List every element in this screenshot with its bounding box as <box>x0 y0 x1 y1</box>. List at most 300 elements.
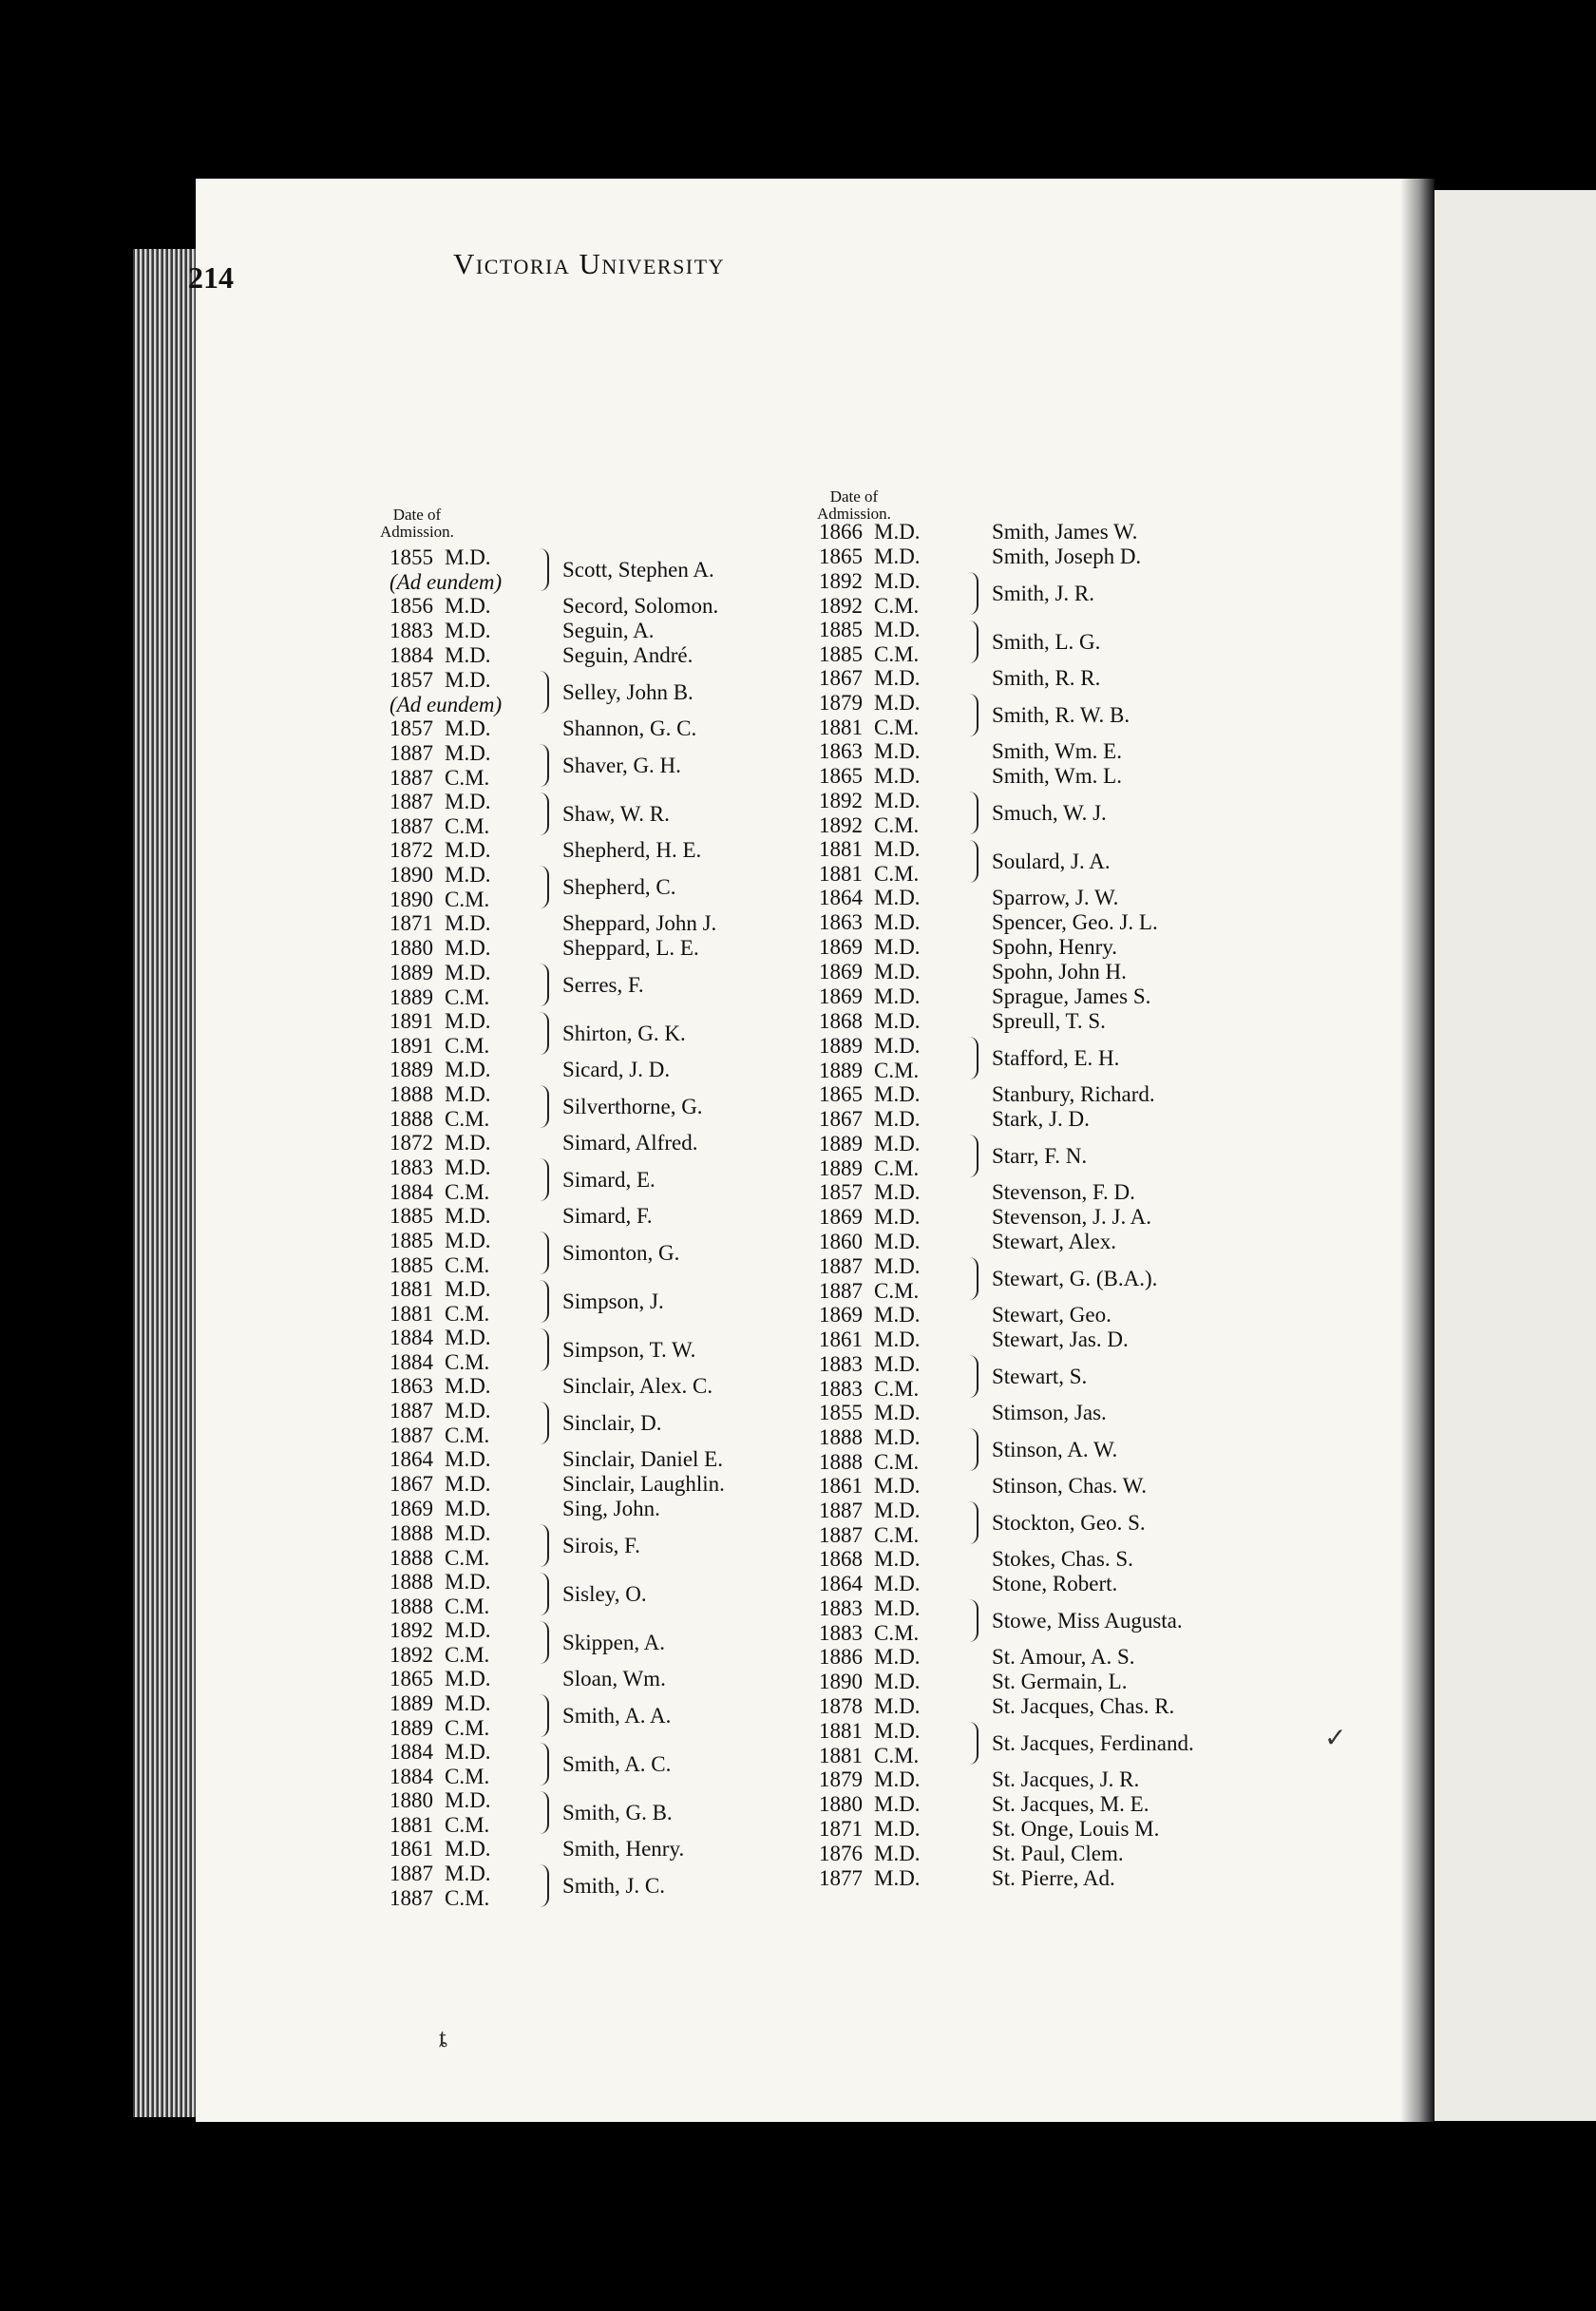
admission-year: 1892 <box>819 569 863 593</box>
admission-line <box>390 1082 538 1107</box>
graduate-name: Shirton, G. K. <box>562 1021 686 1045</box>
degree: M.D. <box>874 1572 921 1596</box>
admission-entry <box>819 1792 1351 1817</box>
degree: M.D. <box>874 1767 921 1792</box>
degree: M.D. <box>874 886 921 910</box>
admission-line <box>819 1082 967 1107</box>
admission-year: 1884 <box>390 1764 433 1788</box>
graduate-name: St. Paul, Clem. <box>992 1842 1124 1865</box>
admission-year: 1884 <box>390 1326 433 1349</box>
admission-line <box>390 1740 538 1765</box>
admission-dates <box>819 618 967 666</box>
admission-year: 1869 <box>819 1205 863 1230</box>
admission-line <box>819 1450 967 1475</box>
graduate-name: Smith, R. W. B. <box>992 702 1130 727</box>
graduate-name: St. Pierre, Ad. <box>992 1866 1115 1890</box>
degree: M.D. <box>874 739 921 764</box>
grouping-brace <box>540 1232 549 1274</box>
admission-line <box>390 1423 538 1448</box>
degree: M.D. <box>445 1618 491 1642</box>
admission-year: 1867 <box>819 1107 863 1132</box>
admission-line <box>390 1765 538 1789</box>
admission-year: 1864 <box>390 1447 433 1472</box>
admission-year: 1869 <box>819 1303 863 1327</box>
graduate-name: Stimson, Jas. <box>992 1401 1107 1424</box>
admission-year: 1881 <box>819 1743 863 1767</box>
grouping-brace <box>540 671 549 714</box>
graduate-name: Stewart, G. (B.A.). <box>992 1266 1158 1290</box>
admission-line <box>390 1156 538 1180</box>
grouping-brace <box>540 1791 549 1834</box>
degree: M.D. <box>874 1596 921 1620</box>
admission-line <box>819 1327 967 1352</box>
admission-year: 1883 <box>819 1352 863 1376</box>
admission-year: 1865 <box>819 544 863 569</box>
admission-entry <box>819 1817 1351 1842</box>
admission-dates <box>819 1303 967 1327</box>
degree: M.D. <box>874 960 921 984</box>
admission-year: 1857 <box>819 1180 863 1205</box>
degree: M.D. <box>874 764 921 789</box>
admission-line <box>390 1570 538 1595</box>
admission-line <box>819 960 967 984</box>
admission-line <box>390 1813 538 1838</box>
degree: M.D. <box>445 668 491 692</box>
admission-year: 1889 <box>819 1132 863 1156</box>
graduate-name: Sing, John. <box>562 1497 660 1520</box>
admission-entry <box>819 1670 1351 1694</box>
right-entries-column <box>819 520 1351 1891</box>
admission-year: 1888 <box>390 1545 433 1570</box>
admission-line <box>390 594 538 619</box>
degree: C.M. <box>874 1278 920 1303</box>
degree: C.M. <box>445 1812 490 1837</box>
admission-line <box>390 693 538 717</box>
degree: M.D. <box>874 1670 921 1694</box>
admission-entry <box>819 1254 1351 1303</box>
degree: M.D. <box>445 1788 491 1812</box>
degree: M.D. <box>874 1254 921 1278</box>
degree: C.M. <box>874 1156 920 1180</box>
degree: C.M. <box>445 813 490 838</box>
header-line: Date of <box>829 487 879 506</box>
ad-eundem-note: (Ad eundem) <box>390 692 503 716</box>
grouping-brace <box>969 1135 978 1177</box>
admission-dates <box>819 1401 967 1425</box>
grouping-brace <box>540 744 549 787</box>
admission-line <box>390 1546 538 1571</box>
admission-dates <box>819 1670 967 1694</box>
degree: C.M. <box>874 715 920 739</box>
graduate-name: Smith, Wm. L. <box>992 764 1122 788</box>
admission-year: 1884 <box>390 643 433 668</box>
degree: C.M. <box>445 1179 490 1204</box>
degree: C.M. <box>445 1033 490 1058</box>
admission-dates <box>819 1230 967 1254</box>
admission-year: 1863 <box>819 910 863 935</box>
admission-year: 1883 <box>819 1376 863 1401</box>
admission-line <box>819 1474 967 1499</box>
grouping-brace <box>969 792 978 834</box>
grouping-brace <box>540 866 549 908</box>
grouping-brace <box>969 621 978 663</box>
degree: C.M. <box>445 887 490 911</box>
degree: M.D. <box>445 1472 491 1497</box>
degree: M.D. <box>874 1866 921 1891</box>
admission-line <box>390 1034 538 1059</box>
admission-line <box>819 544 967 569</box>
admission-year: 1883 <box>390 1156 433 1179</box>
admission-line <box>819 1107 967 1132</box>
degree: C.M. <box>445 1106 490 1131</box>
admission-year: 1887 <box>390 765 433 790</box>
admission-dates <box>390 1447 538 1472</box>
admission-line <box>390 570 538 595</box>
admission-line <box>819 1694 967 1719</box>
graduate-name: Smith, Henry. <box>562 1837 685 1861</box>
admission-line <box>390 643 538 668</box>
admission-entry <box>819 691 1351 739</box>
admission-line <box>819 691 967 716</box>
admission-entry <box>819 984 1351 1009</box>
admission-year: 1888 <box>819 1449 863 1474</box>
admission-entry <box>819 1082 1351 1107</box>
admission-entry <box>819 1719 1351 1767</box>
admission-year: 1885 <box>390 1229 433 1252</box>
admission-line <box>390 1497 538 1521</box>
admission-year: 1883 <box>819 1620 863 1645</box>
admission-entry <box>819 1107 1351 1132</box>
degree: M.D. <box>874 1547 921 1572</box>
admission-year: 1855 <box>819 1401 863 1425</box>
admission-dates <box>819 1719 967 1767</box>
grouping-brace <box>969 1599 978 1642</box>
graduate-name: Starr, F. N. <box>992 1143 1088 1168</box>
grouping-brace <box>540 1012 549 1055</box>
graduate-name: Stockton, Geo. S. <box>992 1510 1146 1535</box>
admission-dates <box>819 520 967 544</box>
admission-dates <box>819 886 967 910</box>
degree: C.M. <box>445 1252 490 1277</box>
admission-line <box>390 619 538 643</box>
admission-dates <box>819 789 967 837</box>
graduate-name: Sparrow, J. W. <box>992 886 1119 909</box>
admission-year: 1888 <box>390 1106 433 1131</box>
admission-line <box>390 1229 538 1253</box>
admission-line <box>390 1618 538 1643</box>
degree: M.D. <box>874 1425 921 1449</box>
admission-dates <box>819 1352 967 1401</box>
header-line: Admission. <box>380 523 454 541</box>
admission-dates <box>819 984 967 1009</box>
admission-dates <box>390 790 538 838</box>
admission-line <box>390 1716 538 1741</box>
admission-entry <box>819 1499 1351 1547</box>
graduate-name: Sheppard, John J. <box>562 911 717 935</box>
graduate-name: Shannon, G. C. <box>562 716 697 740</box>
admission-year: 1855 <box>390 545 433 569</box>
admission-line <box>819 569 967 594</box>
admission-dates <box>819 1009 967 1034</box>
admission-line <box>390 1302 538 1327</box>
degree: C.M. <box>874 641 920 666</box>
degree: C.M. <box>874 1449 920 1474</box>
graduate-name: Smith, James W. <box>992 520 1138 544</box>
admission-line <box>390 911 538 936</box>
graduate-name: Smuch, W. J. <box>992 800 1107 825</box>
graduate-name: St. Jacques, Ferdinand. <box>992 1730 1194 1755</box>
graduate-name: Shaw, W. R. <box>562 801 670 826</box>
admission-year: 1887 <box>390 790 433 813</box>
admission-year: 1891 <box>390 1009 433 1033</box>
pencil-tick-mark: ✓ <box>1324 1724 1347 1753</box>
admission-year: 1887 <box>819 1254 863 1278</box>
degree: M.D. <box>445 838 491 863</box>
admission-year: 1881 <box>819 715 863 739</box>
degree: M.D. <box>874 1719 921 1743</box>
admission-entry <box>819 1303 1351 1327</box>
degree: M.D. <box>445 1204 491 1229</box>
grouping-brace <box>540 1864 549 1907</box>
admission-line <box>819 1572 967 1596</box>
degree: C.M. <box>445 1423 490 1447</box>
admission-entry <box>819 1866 1351 1891</box>
admission-entry <box>819 1425 1351 1474</box>
admission-year: 1876 <box>819 1842 863 1866</box>
graduate-name: Soulard, J. A. <box>992 849 1111 873</box>
admission-line <box>390 1350 538 1375</box>
admission-year: 1892 <box>819 593 863 618</box>
graduate-name: Stewart, Alex. <box>992 1230 1116 1253</box>
admission-entry <box>819 1132 1351 1180</box>
admission-entry <box>819 837 1351 886</box>
graduate-name: Sheppard, L. E. <box>562 936 699 960</box>
grouping-brace <box>540 1573 549 1615</box>
degree: M.D. <box>874 1842 921 1866</box>
admission-line <box>390 1447 538 1472</box>
graduate-name: Stevenson, J. J. A. <box>992 1205 1152 1229</box>
admission-dates <box>819 1767 967 1792</box>
degree: M.D. <box>445 545 491 569</box>
admission-line <box>819 862 967 887</box>
admission-year: 1887 <box>390 741 433 765</box>
admission-line <box>390 741 538 766</box>
admission-line <box>390 1253 538 1278</box>
admission-dates <box>819 1645 967 1670</box>
admission-year: 1884 <box>390 1349 433 1374</box>
graduate-name: Stark, J. D. <box>992 1107 1090 1131</box>
admission-year: 1892 <box>819 789 863 812</box>
degree: C.M. <box>874 1058 920 1082</box>
admission-dates <box>819 1694 967 1719</box>
admission-year: 1879 <box>819 691 863 715</box>
degree: M.D. <box>445 741 491 765</box>
admission-year: 1887 <box>390 1885 433 1910</box>
admission-dates <box>390 936 538 961</box>
admission-dates <box>390 1229 538 1277</box>
admission-year: 1888 <box>390 1521 433 1545</box>
degree: M.D. <box>445 790 491 813</box>
admission-line <box>390 814 538 839</box>
admission-dates <box>390 1862 538 1910</box>
admission-dates <box>819 837 967 886</box>
admission-entry <box>819 1230 1351 1254</box>
degree: C.M. <box>445 1594 490 1618</box>
admission-year: 1883 <box>819 1596 863 1620</box>
graduate-name: St. Jacques, J. R. <box>992 1767 1140 1791</box>
admission-line <box>390 1180 538 1205</box>
graduate-name: Scott, Stephen A. <box>562 557 714 582</box>
degree: M.D. <box>445 1399 491 1423</box>
graduate-name: Simonton, G. <box>562 1240 680 1265</box>
graduate-name: Sinclair, Daniel E. <box>562 1447 723 1471</box>
admission-line <box>819 666 967 691</box>
admission-dates <box>819 1254 967 1303</box>
graduate-name: Stanbury, Richard. <box>992 1082 1155 1106</box>
admission-dates <box>390 668 538 716</box>
admission-dates <box>819 691 967 739</box>
admission-line <box>390 1643 538 1668</box>
admission-dates <box>819 1596 967 1645</box>
admission-year: 1887 <box>390 1399 433 1423</box>
admission-dates <box>390 1058 538 1082</box>
admission-year: 1872 <box>390 838 433 863</box>
degree: M.D. <box>445 619 491 643</box>
admission-line <box>819 1303 967 1327</box>
graduate-name: Selley, John B. <box>562 679 694 704</box>
admission-dates <box>390 1667 538 1691</box>
admission-year: 1864 <box>819 886 863 910</box>
admission-dates <box>390 1082 538 1131</box>
admission-dates <box>819 739 967 764</box>
graduate-name: Smith, J. R. <box>992 581 1095 605</box>
graduate-name: Sloan, Wm. <box>562 1667 666 1690</box>
admission-year: 1887 <box>819 1522 863 1547</box>
admission-year: 1863 <box>390 1374 433 1399</box>
degree: M.D. <box>874 837 921 861</box>
admission-line <box>819 1645 967 1670</box>
graduate-name: Smith, J. C. <box>562 1873 666 1898</box>
degree: M.D. <box>874 1132 921 1156</box>
left-column-header <box>380 506 454 541</box>
grouping-brace <box>540 548 549 591</box>
admission-line <box>819 789 967 813</box>
admission-year: 1867 <box>819 666 863 691</box>
admission-line <box>390 1837 538 1862</box>
admission-line <box>819 1842 967 1866</box>
grouping-brace <box>540 1328 549 1371</box>
graduate-name: Spohn, Henry. <box>992 935 1118 959</box>
degree: M.D. <box>445 1277 491 1301</box>
graduate-name: Shepherd, H. E. <box>562 838 702 862</box>
admission-line <box>819 764 967 789</box>
admission-line <box>390 1204 538 1229</box>
admission-dates <box>390 1131 538 1156</box>
degree: M.D. <box>445 1082 491 1106</box>
degree: M.D. <box>445 1229 491 1252</box>
graduate-name: Simpson, T. W. <box>562 1337 696 1362</box>
admission-year: 1863 <box>819 739 863 764</box>
admission-year: 1869 <box>819 960 863 984</box>
admission-entry <box>819 1767 1351 1792</box>
degree: M.D. <box>874 1107 921 1132</box>
grouping-brace <box>540 1280 549 1323</box>
degree: M.D. <box>445 1156 491 1179</box>
admission-dates <box>819 1842 967 1866</box>
admission-year: 1871 <box>819 1817 863 1842</box>
graduate-name: St. Jacques, Chas. R. <box>992 1694 1175 1718</box>
degree: M.D. <box>874 1230 921 1254</box>
admission-dates <box>390 863 538 911</box>
admission-year: 1868 <box>819 1009 863 1034</box>
admission-line <box>390 1886 538 1911</box>
admission-year: 1887 <box>819 1278 863 1303</box>
admission-dates <box>390 545 538 594</box>
grouping-brace <box>969 1501 978 1544</box>
admission-year: 1880 <box>390 1788 433 1812</box>
grouping-brace <box>540 1402 549 1444</box>
degree: M.D. <box>874 1499 921 1522</box>
admission-year: 1888 <box>390 1594 433 1618</box>
admission-year: 1865 <box>819 764 863 789</box>
admission-dates <box>390 911 538 936</box>
admission-year: 1885 <box>819 618 863 641</box>
admission-dates <box>819 910 967 935</box>
admission-entry <box>819 1694 1351 1719</box>
admission-year: 1890 <box>390 887 433 911</box>
admission-year: 1865 <box>390 1667 433 1691</box>
admission-line <box>390 1277 538 1302</box>
admission-entry <box>819 544 1351 569</box>
admission-line <box>819 1156 967 1181</box>
admission-line <box>390 668 538 693</box>
degree: M.D. <box>445 1862 491 1885</box>
admission-year: 1861 <box>819 1327 863 1352</box>
grouping-brace <box>540 1158 549 1201</box>
grouping-brace <box>969 1257 978 1300</box>
admission-line <box>819 935 967 960</box>
admission-dates <box>819 1132 967 1180</box>
admission-year: 1889 <box>390 1715 433 1740</box>
degree: M.D. <box>874 1817 921 1842</box>
admission-dates <box>819 935 967 960</box>
graduate-name: Stevenson, F. D. <box>992 1180 1135 1204</box>
degree: C.M. <box>874 1376 920 1401</box>
admission-dates <box>819 1817 967 1842</box>
admission-line <box>390 716 538 741</box>
degree: M.D. <box>445 594 491 619</box>
admission-dates <box>390 1472 538 1497</box>
degree: C.M. <box>445 1764 490 1788</box>
graduate-name: St. Onge, Louis M. <box>992 1817 1160 1841</box>
admission-year: 1867 <box>390 1472 433 1497</box>
admission-line <box>819 1230 967 1254</box>
admission-year: 1892 <box>819 812 863 837</box>
admission-dates <box>390 1399 538 1447</box>
book-page-edges <box>133 249 200 2117</box>
admission-year: 1883 <box>390 619 433 643</box>
degree: M.D. <box>874 789 921 812</box>
degree: M.D. <box>874 691 921 715</box>
degree: C.M. <box>874 593 920 618</box>
admission-line <box>390 1399 538 1423</box>
admission-year: 1881 <box>390 1277 433 1301</box>
admission-dates <box>819 1572 967 1596</box>
admission-year: 1865 <box>819 1082 863 1107</box>
graduate-name: Stewart, Geo. <box>992 1303 1112 1327</box>
admission-dates <box>819 960 967 984</box>
grouping-brace <box>540 793 549 835</box>
